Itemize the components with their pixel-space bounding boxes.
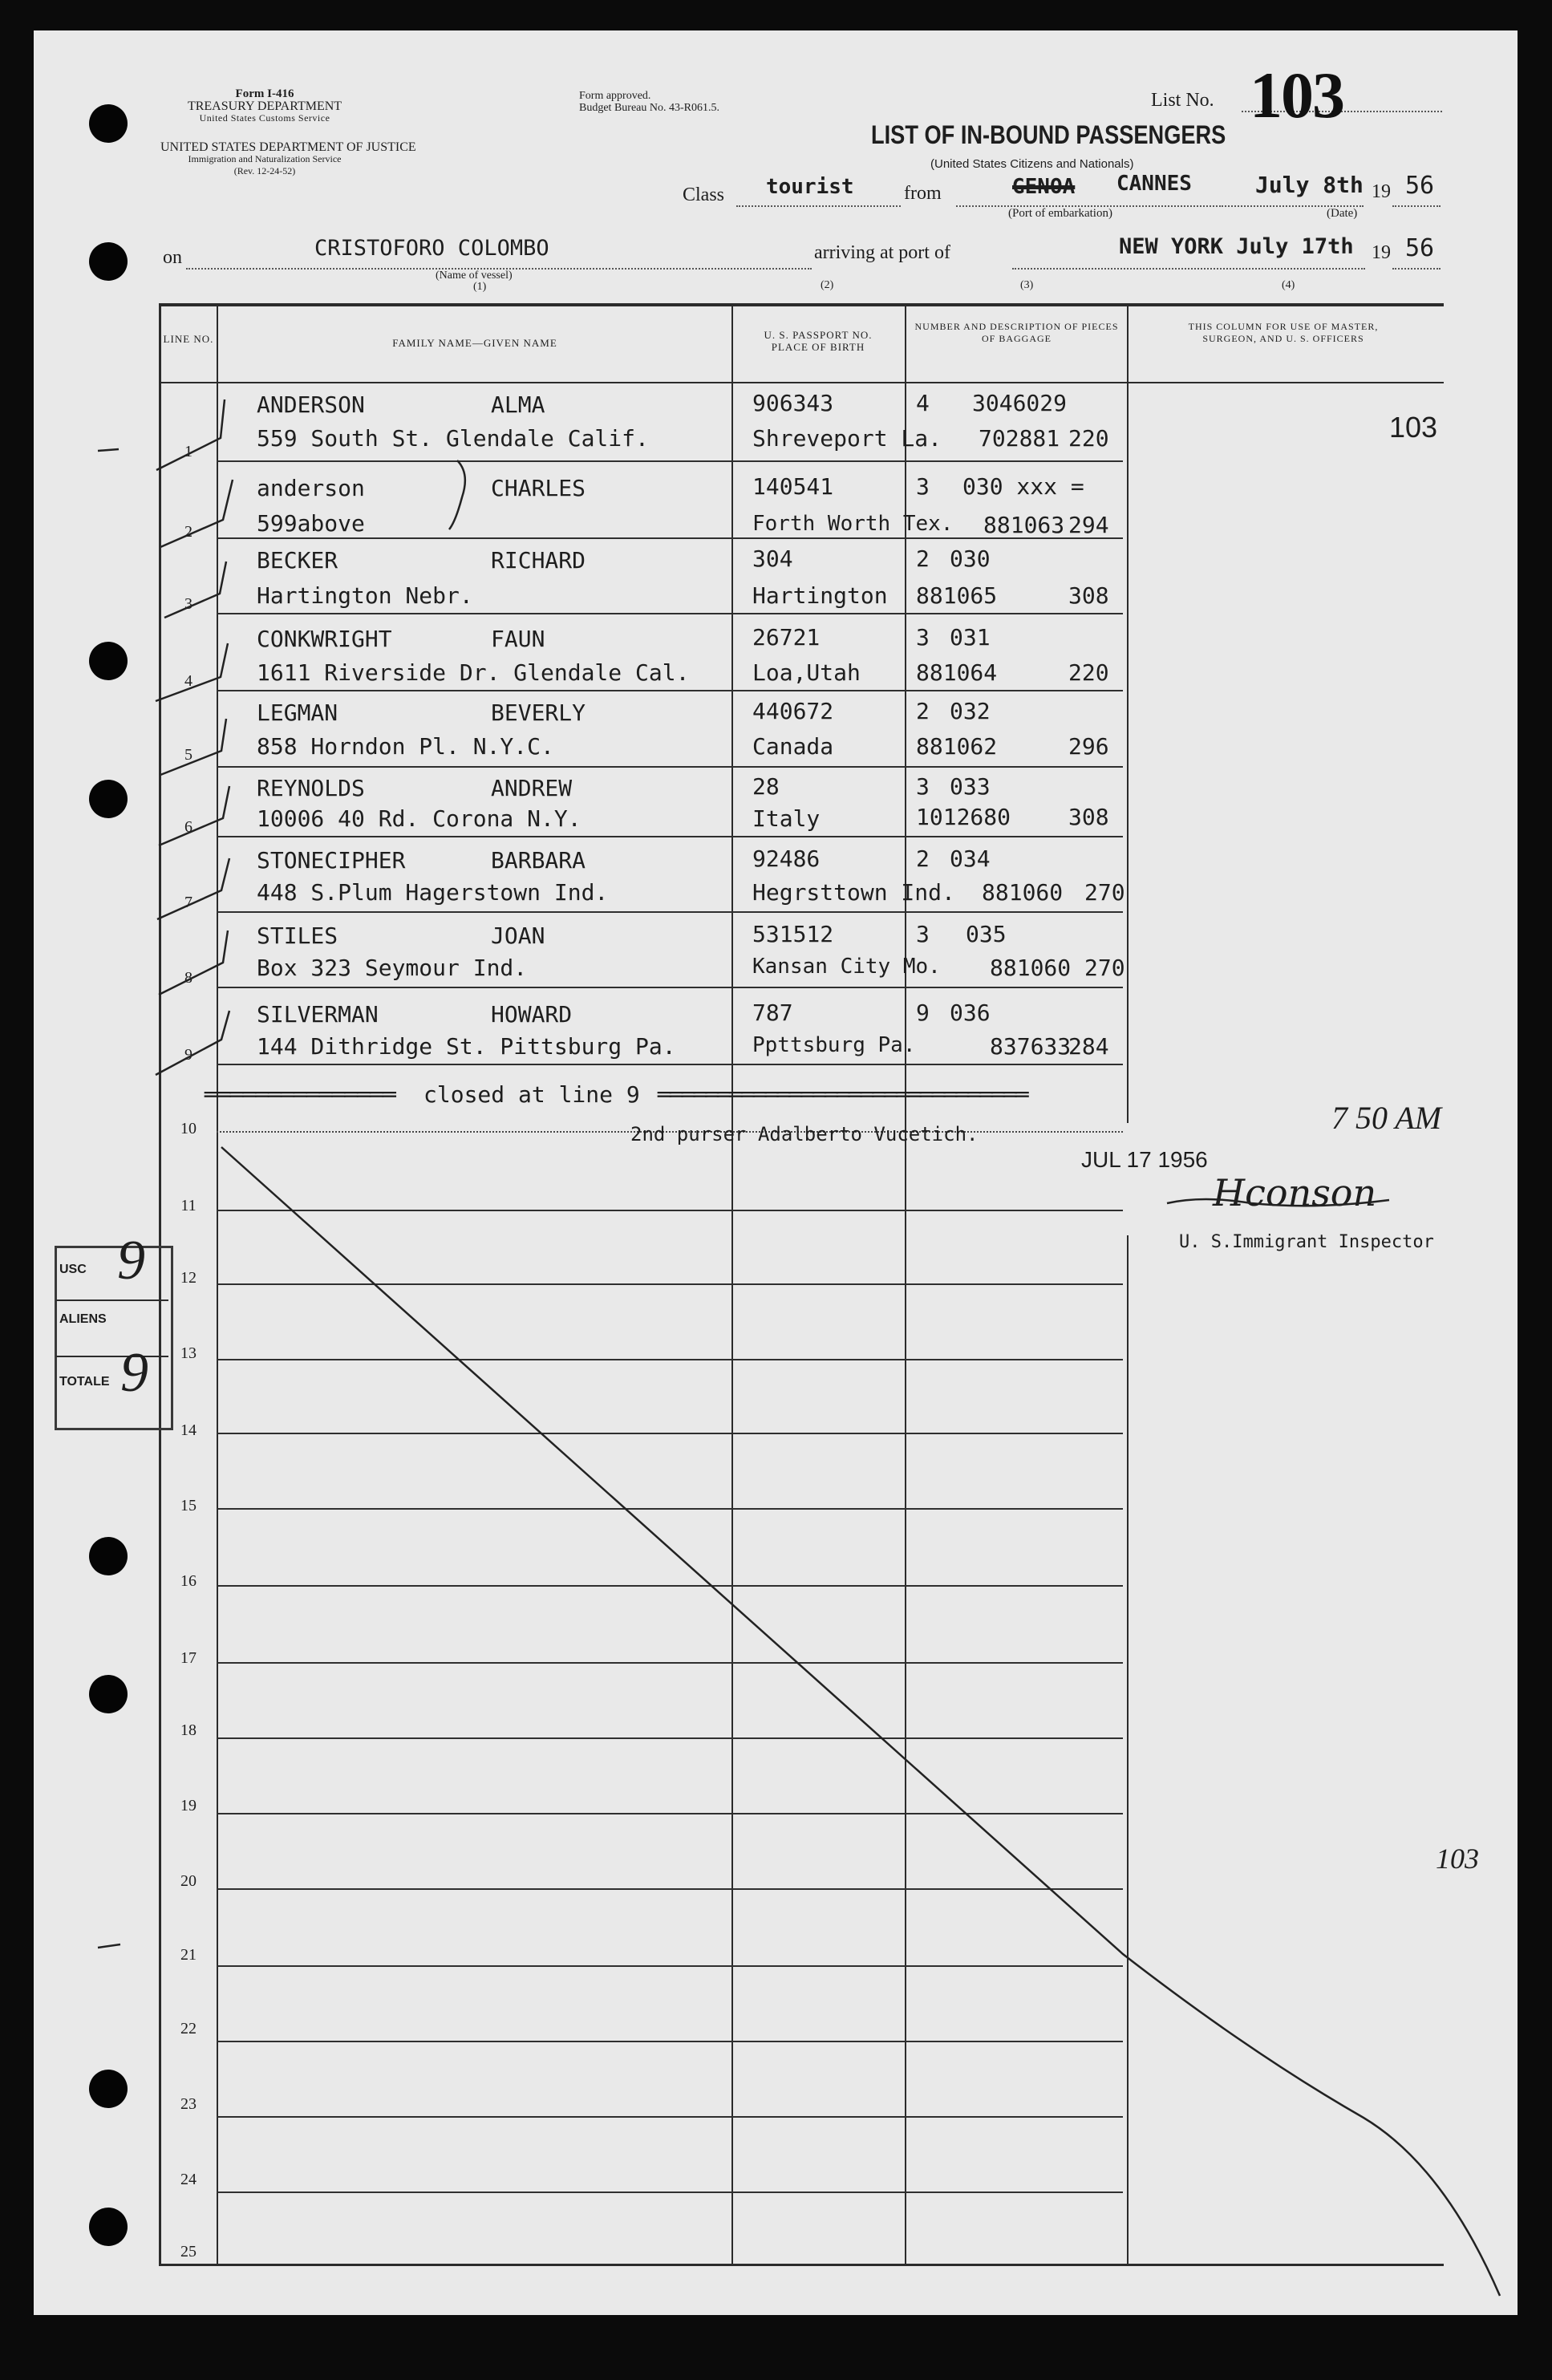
row-divider [217, 1433, 1123, 1434]
customs-service: United States Customs Service [199, 112, 330, 124]
baggage-tag-bottom: 881060 [990, 955, 1072, 981]
row-divider [217, 1210, 1123, 1211]
document-title: LIST OF IN-BOUND PASSENGERS [871, 120, 1226, 149]
baggage-tag-bottom: 881065 [916, 582, 998, 609]
given-name: BARBARA [491, 847, 586, 874]
list-no-label: List No. [1151, 90, 1214, 111]
closing-dashes-left: ═══════════════ [205, 1081, 395, 1108]
caption-3: (3) [1020, 279, 1034, 291]
margin-list-number-lower: 103 [1436, 1843, 1479, 1875]
list-number: 103 [1250, 59, 1343, 132]
given-name: HOWARD [491, 1001, 573, 1028]
baggage-weight: 284 [1068, 1033, 1109, 1060]
passport-no: 92486 [752, 845, 821, 872]
birthplace: Hegrsttown Ind. [752, 879, 955, 906]
closed-at-line: closed at line 9 [423, 1081, 640, 1108]
row-divider [217, 766, 1123, 768]
class-value: tourist [766, 175, 854, 199]
baggage-weight: 294 [1068, 512, 1109, 538]
header-line-no: LINE NO. [163, 333, 214, 345]
line-number: 21 [180, 1946, 197, 1964]
row-divider [217, 1064, 1123, 1065]
given-name: FAUN [491, 626, 545, 652]
embark-year: 56 [1405, 172, 1435, 200]
col-divider-name [731, 305, 733, 2265]
form-revision: (Rev. 12-24-52) [233, 165, 296, 176]
date-stamp: JUL 17 1956 [1081, 1147, 1208, 1172]
port-caption: (Port of embarkation) [1008, 207, 1112, 220]
row-divider [217, 1737, 1123, 1739]
birthplace: Shreveport La. [752, 425, 942, 452]
vessel-caption: (Name of vessel) [436, 270, 513, 282]
header-passport: U. S. PASSPORT NO. PLACE OF BIRTH [764, 329, 873, 353]
baggage-pieces: 3 [916, 773, 930, 800]
line-number: 19 [180, 1797, 197, 1814]
purser-note: 2nd purser Adalberto Vucetich. [630, 1123, 979, 1145]
baggage-tag-bottom: 702881 [979, 425, 1060, 452]
birthplace: Forth Worth Tex. [752, 512, 954, 536]
baggage-tag-bottom: 881060 [982, 879, 1064, 906]
form-approval [579, 90, 719, 114]
col-divider-passport [905, 305, 906, 2265]
family-name: ANDERSON [257, 391, 365, 418]
line-number: 10 [180, 1120, 197, 1137]
time-note: 7 50 AM [1331, 1100, 1442, 1136]
row-divider [217, 1508, 1123, 1510]
line-number: 15 [180, 1497, 197, 1514]
budget-bureau-text: Budget Bureau No. 43-R061.5. [579, 102, 719, 114]
line-number: 9 [184, 1046, 192, 1064]
family-name: SILVERMAN [257, 1001, 379, 1028]
line-number: 18 [180, 1721, 197, 1739]
row-divider [217, 1359, 1123, 1360]
header-baggage: NUMBER AND DESCRIPTION OF PIECES OF BAGGAGE [914, 321, 1119, 344]
from-label: from [904, 183, 942, 204]
baggage-tag-top: 3046029 [972, 390, 1068, 416]
aliens-label: ALIENS [59, 1312, 107, 1326]
address: Hartington Nebr. [257, 582, 473, 609]
row-divider [217, 2191, 1123, 2193]
embark-year-prefix: 19 [1372, 181, 1391, 202]
line-number: 23 [180, 2095, 197, 2113]
baggage-tag-top: 030 [950, 545, 991, 572]
birthplace: Italy [752, 805, 821, 832]
punch-hole [89, 1537, 128, 1575]
row-divider [217, 987, 1123, 988]
class-label: Class [683, 184, 725, 205]
line-number: 1 [184, 443, 192, 460]
punch-hole [89, 780, 128, 818]
arrival-year-prefix: 19 [1372, 242, 1391, 263]
embark-date: July 8th [1255, 172, 1364, 198]
passport-no: 787 [752, 999, 793, 1026]
baggage-tag-top: 036 [950, 999, 991, 1026]
birthplace: Canada [752, 733, 834, 760]
baggage-weight: 308 [1068, 804, 1109, 830]
caption-4: (4) [1282, 279, 1295, 291]
usc-count: 9 [117, 1230, 145, 1291]
row-divider [217, 1965, 1123, 1967]
baggage-pieces: 2 [916, 698, 930, 724]
baggage-tag-top: 031 [950, 624, 991, 651]
line-number: 7 [184, 894, 192, 911]
line-number: 13 [180, 1344, 197, 1362]
row-divider [217, 1888, 1123, 1890]
date-caption: (Date) [1327, 207, 1358, 220]
row-divider [217, 1662, 1123, 1664]
passport-no: 531512 [752, 921, 834, 947]
line-number: 25 [180, 2243, 197, 2260]
punch-hole [89, 2208, 128, 2246]
address: 858 Horndon Pl. N.Y.C. [257, 733, 554, 760]
line-number: 5 [184, 746, 192, 764]
line-number: 2 [184, 523, 192, 541]
line-number: 20 [180, 1872, 197, 1890]
on-label: on [163, 247, 182, 268]
row-divider [217, 613, 1123, 614]
justice-dept: UNITED STATES DEPARTMENT OF JUSTICE [160, 140, 416, 154]
given-name: CHARLES [491, 475, 586, 501]
line-number: 6 [184, 818, 192, 836]
document-subtitle: (United States Citizens and Nationals) [930, 157, 1134, 171]
embark-port: CANNES [1116, 172, 1192, 196]
arrival-year-line [1392, 268, 1441, 270]
closing-dashes-right: ═══════════════════════════════ [658, 1081, 1027, 1108]
baggage-tag-top: 035 [966, 921, 1007, 947]
baggage-pieces: 9 [916, 999, 930, 1026]
passport-no: 906343 [752, 390, 834, 416]
family-name: anderson [257, 475, 365, 501]
family-name: STILES [257, 922, 338, 949]
struck-port: GENOA [1012, 175, 1076, 199]
punch-hole [89, 2070, 128, 2108]
given-name: JOAN [491, 922, 545, 949]
given-name: ANDREW [491, 775, 573, 801]
line-number: 4 [184, 672, 192, 690]
embark-year-line [1392, 205, 1441, 207]
family-name: LEGMAN [257, 699, 338, 726]
birthplace: Kansan City Mo. [752, 955, 941, 979]
class-line [736, 205, 901, 207]
line-number: 8 [184, 969, 192, 987]
arrival-port: NEW YORK July 17th [1119, 234, 1354, 259]
baggage-tag-top: 034 [950, 845, 991, 872]
baggage-tag-bottom: 837633 [990, 1033, 1072, 1060]
baggage-tag-top: 033 [950, 773, 991, 800]
family-name: BECKER [257, 547, 338, 574]
punch-hole [89, 242, 128, 281]
baggage-weight: 296 [1068, 733, 1109, 760]
baggage-pieces: 4 [916, 390, 930, 416]
margin-list-number: 103 [1389, 411, 1438, 444]
given-name: ALMA [491, 391, 545, 418]
baggage-weight: 220 [1068, 425, 1109, 452]
baggage-tag-top: 030 xxx = [962, 473, 1084, 500]
tally-divider [56, 1356, 168, 1357]
address: 599above [257, 510, 365, 537]
line-number: 16 [180, 1572, 197, 1590]
passport-no: 26721 [752, 624, 821, 651]
given-name: BEVERLY [491, 699, 586, 726]
address: 1611 Riverside Dr. Glendale Cal. [257, 659, 690, 686]
form-header-justice [160, 140, 416, 177]
birthplace: Loa,Utah [752, 659, 861, 686]
form-header-left [160, 88, 369, 124]
passport-no: 304 [752, 545, 793, 572]
row-divider [217, 460, 1123, 462]
address: 10006 40 Rd. Corona N.Y. [257, 805, 581, 832]
row-divider [217, 836, 1123, 837]
table-header-bottom [159, 382, 1444, 383]
row-divider [217, 690, 1123, 691]
vessel-name: CRISTOFORO COLOMBO [314, 236, 549, 261]
tally-divider [56, 1299, 168, 1301]
line-number: 14 [180, 1421, 197, 1439]
baggage-weight: 308 [1068, 582, 1109, 609]
passport-no: 28 [752, 773, 780, 800]
line-number: 22 [180, 2020, 197, 2037]
punch-hole [89, 104, 128, 143]
treasury-dept: TREASURY DEPARTMENT [187, 99, 342, 113]
family-name: STONECIPHER [257, 847, 406, 874]
col-divider-baggage [1127, 305, 1129, 1123]
line-number: 3 [184, 595, 192, 613]
baggage-pieces: 2 [916, 845, 930, 872]
row-divider [217, 1283, 1123, 1285]
line-number: 12 [180, 1269, 197, 1287]
punch-hole [89, 642, 128, 680]
inspector-signature: Hconson [1213, 1171, 1377, 1214]
passport-no: 440672 [752, 698, 834, 724]
birthplace: Hartington [752, 582, 888, 609]
caption-1: (1) [473, 281, 487, 293]
baggage-tag-top: 032 [950, 698, 991, 724]
given-name: RICHARD [491, 547, 586, 574]
row-divider [217, 2041, 1123, 2042]
baggage-tag-bottom: 1012680 [916, 804, 1011, 830]
address: 559 South St. Glendale Calif. [257, 425, 649, 452]
baggage-tag-bottom: 881064 [916, 659, 998, 686]
address: 448 S.Plum Hagerstown Ind. [257, 879, 609, 906]
birthplace: Ppttsburg Pa. [752, 1033, 916, 1057]
row-divider [217, 2116, 1123, 2118]
family-name: CONKWRIGHT [257, 626, 392, 652]
family-name: REYNOLDS [257, 775, 365, 801]
table-bottom-border [159, 2264, 1444, 2266]
line-number: 24 [180, 2171, 197, 2188]
arrival-year: 56 [1405, 234, 1435, 262]
col-divider-baggage-lower [1127, 1235, 1129, 2265]
arrival-line [1012, 268, 1365, 270]
approved-text: Form approved. [579, 90, 651, 102]
baggage-pieces: 3 [916, 624, 930, 651]
total-count: 9 [120, 1342, 148, 1404]
line-number: 17 [180, 1649, 197, 1667]
header-officers: THIS COLUMN FOR USE OF MASTER, SURGEON, AND U. S. OFFICERS [1188, 321, 1379, 344]
baggage-tag-bottom: 881063 [983, 512, 1065, 538]
baggage-weight: 270 [1084, 955, 1125, 981]
header-name: FAMILY NAME—GIVEN NAME [392, 337, 557, 349]
arriving-label: arriving at port of [814, 242, 950, 263]
address: 144 Dithridge St. Pittsburg Pa. [257, 1033, 676, 1060]
ins-service: Immigration and Naturalization Service [188, 153, 342, 164]
table-top-border [159, 303, 1444, 306]
baggage-pieces: 3 [916, 473, 930, 500]
passport-no: 140541 [752, 473, 834, 500]
baggage-pieces: 2 [916, 545, 930, 572]
total-label: TOTALE [59, 1375, 110, 1389]
baggage-tag-bottom: 881062 [916, 733, 998, 760]
baggage-pieces: 3 [916, 921, 930, 947]
line-number: 11 [180, 1197, 197, 1214]
row-divider [217, 1813, 1123, 1814]
inspector-title: U. S.Immigrant Inspector [1179, 1232, 1434, 1252]
col-divider-lineno [217, 305, 218, 2265]
row-divider [217, 1585, 1123, 1587]
punch-hole [89, 1675, 128, 1713]
form-number: Form I-416 [235, 87, 294, 100]
usc-label: USC [59, 1263, 87, 1276]
caption-2: (2) [821, 279, 834, 291]
baggage-weight: 220 [1068, 659, 1109, 686]
address: Box 323 Seymour Ind. [257, 955, 528, 981]
row-divider [217, 911, 1123, 913]
baggage-weight: 270 [1084, 879, 1125, 906]
